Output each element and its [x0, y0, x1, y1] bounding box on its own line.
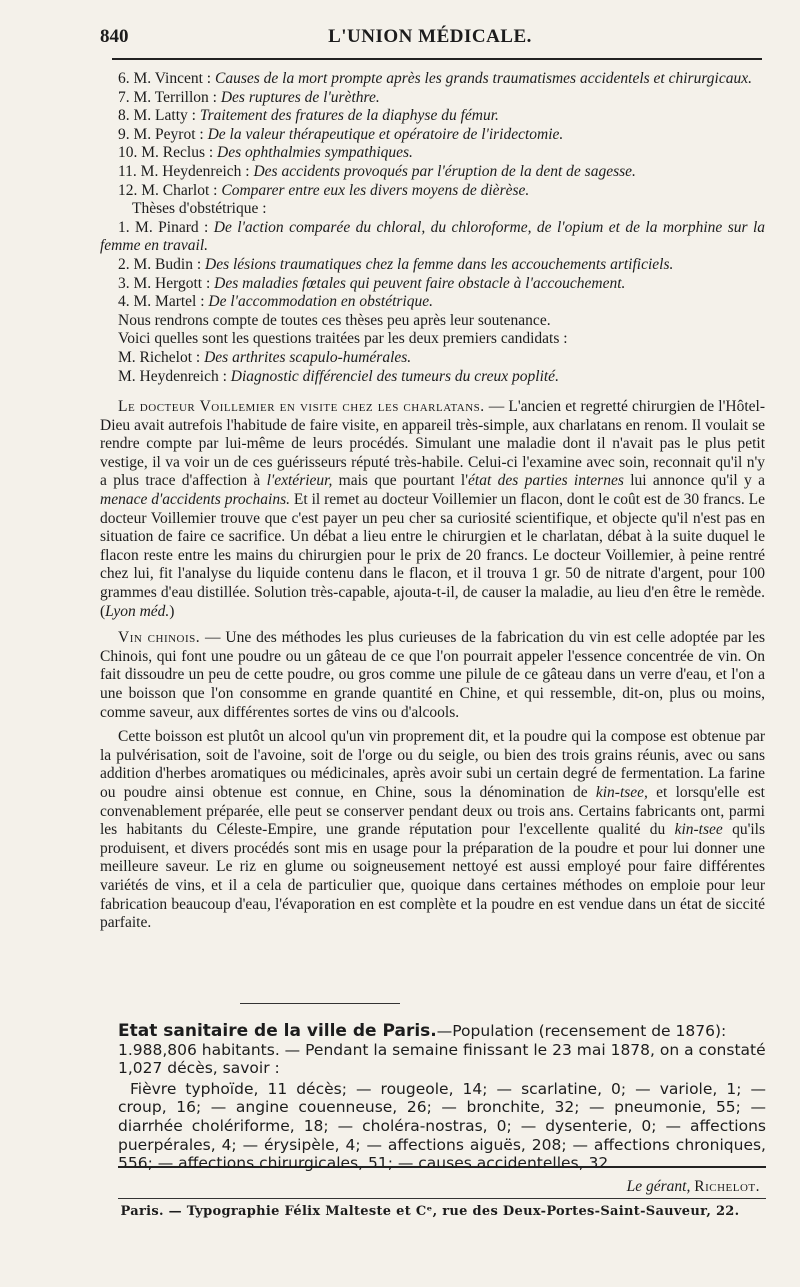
thesis-number: 1. M. [118, 218, 153, 236]
thesis-title: Des ruptures de l'urèthre. [220, 88, 380, 106]
thesis-number: 12. M. [118, 181, 159, 199]
article-italic: kin-tsee, [595, 783, 648, 801]
article-text: Cette boisson est plutôt un alcool qu'un vin proprement dit, et la poudre qui la compose est obtenue par la pulvérisation, soit de l'avoine, soit de l'orge ou du seigle, ou bien des trois grains réunis, avec ou sans addition d'herbes aromatiques ou médicinales, après avoir subi un certain degré de fermentation. La farine ou poudre ainsi obtenue est connue, en Chine, sous la dénomination de [100, 728, 765, 801]
article-italic: kin-tsee [674, 821, 723, 839]
thesis-title: Des lésions traumatiques chez la femme dans les accouchements artificiels. [205, 255, 674, 273]
article-heading: Le docteur Voillemier en visite chez les charlatans. [118, 398, 485, 416]
thesis-item [100, 126, 765, 145]
article-source: Lyon méd. [105, 602, 170, 620]
thesis-title: Des ophthalmies sympathiques. [217, 144, 413, 162]
article-charlatans [100, 398, 765, 621]
thesis-author: Reclus : [162, 144, 214, 162]
journal-title: L'UNION MÉDICALE. [328, 26, 532, 47]
printer-rule [118, 1198, 766, 1199]
thesis-title: Des maladies fœtales qui peuvent faire obstacle à l'accouchement. [214, 274, 626, 292]
signature-name: Richelot. [694, 1178, 760, 1195]
thesis-number: 9. M. [118, 125, 152, 143]
article-text: qu'ils produisent, et divers procédés sont mis en usage pour la préparation de la poudre et pour lui donner une meilleure saveur. Le riz en glume ou soigneusement nettoyé est aussi employé pour faire différentes variétés de vins, et il a cela de particulier que, quoique dans certaines méthodes on emploie pour leur fabrication beaucoup d'eau, l'évaporation en est complète et la poudre en est vendue dans un état de siccité parfaite. [100, 821, 766, 932]
bulletin-title: Etat sanitaire de la ville de Paris. [118, 1021, 437, 1041]
thesis-item [100, 182, 765, 201]
thesis-author: Martel : [155, 293, 205, 311]
thesis-number: 7. M. [118, 88, 152, 106]
thesis-number: 2. M. [118, 255, 152, 273]
theses-obstetrique-list [100, 219, 765, 312]
thesis-title: De l'accommodation en obstétrique. [208, 293, 433, 311]
bulletin-text: —Population (recensement de 1876): 1.988,806 habitants. — Pendant la semaine finissant le 23 mai 1878, on a constaté 1,027 décès, savoir : [118, 1022, 766, 1078]
article-text: lui annonce qu'il y a [623, 472, 765, 490]
thesis-item [100, 275, 765, 294]
thesis-item [100, 144, 765, 163]
thesis-number: 10. M. [118, 144, 159, 162]
article-heading: Vin chinois. [118, 629, 201, 647]
article-text: et lorsqu'elle est convenablement préparée, elle peut se conserver pendant deux ou trois ans. Certains fabricants ont, parmi les habitants du Céleste-Empire, une grande réputation pour l'excellente qualité du [100, 783, 765, 839]
article-italic: état des parties internes [468, 472, 624, 490]
question-title: Diagnostic différenciel des tumeurs du creux poplité. [230, 367, 559, 385]
thesis-number: 6. M. [118, 70, 152, 87]
thesis-item [100, 163, 765, 182]
thesis-item [100, 107, 765, 126]
printer-line: Paris. — Typographie Félix Malteste et Cᵉ, rue des Deux-Portes-Saint-Sauveur, 22. [120, 1204, 740, 1219]
section-divider [240, 1003, 400, 1004]
thesis-item [100, 219, 765, 256]
article-italic: l'extérieur, [266, 472, 333, 490]
article-text: — L'ancien et regretté chirurgien de l'Hôtel-Dieu avait autrefois l'habitude de faire visite, en appareil très-simple, aux charlatans en renom. Il voulait se rendre compte par lui-même de leurs procédés. Simulant une maladie dont il n'avait pas le plus petit vestige, il va voir un de ces guérisseurs réputé très-habile. Celui-ci l'examine avec soin, reconnait qu'il n'y a plus trace d'affection à [100, 398, 765, 490]
disease-list: Fièvre typhoïde, 11 décès; — rougeole, 14; — scarlatine, 0; — variole, 1; — croup, 16; — angine couenneuse, 26; — bronchite, 32; — pneumonie, 55; — diarrhée cholériforme, 18; — choléra-nostras, 0; — dysenterie, 0; — affections puerpérales, 4; — érysipèle, 4; — affections aiguës, 208; — affections chroniques, 556; — affections chirurgicales, 51; — causes accidentelles, 32. [118, 1079, 766, 1173]
thesis-title: Causes de la mort prompte après les grands traumatismes accidentels et chirurgicaux. [214, 70, 752, 87]
thesis-item [100, 256, 765, 275]
page-number: 840 [100, 26, 129, 47]
article-italic: menace d'accidents prochains. [100, 491, 291, 509]
thesis-number: 8. M. [118, 107, 152, 125]
thesis-author: Vincent : [154, 70, 212, 87]
question-author: M. Richelot : [118, 348, 201, 366]
article-vin-chinois-p2 [100, 728, 765, 933]
thesis-title: Traitement des fratures de la diaphyse du fémur. [199, 107, 499, 125]
thesis-title: Des accidents provoqués par l'éruption de la dent de sagesse. [253, 162, 636, 180]
thesis-author: Terrillon : [154, 88, 217, 106]
article-text: — Une des méthodes les plus curieuses de la fabrication du vin est celle adoptée par les Chinois, qui font une poudre ou un gâteau de ce que l'on pourrait appeler l'essence concentrée de vin. On fait dissoudre un peu de cette poudre, ou gros comme une pilule de ce gâteau dans un verre d'eau, et l'on a une boisson que l'on consomme en grande quantité en Chine, et qui ressemble, dit-on, plus ou moins, comme saveur, aux différentes sortes de vins ou d'alcools. [100, 629, 766, 721]
article-text: ) [169, 602, 175, 620]
bulletin-intro [118, 1022, 766, 1078]
question-author: M. Heydenreich : [118, 367, 227, 385]
thesis-item [100, 89, 765, 108]
thesis-number: 11. M. [118, 162, 159, 180]
thesis-title: De la valeur thérapeutique et opératoire de l'iridectomie. [207, 125, 564, 143]
thesis-author: Charlot : [162, 181, 218, 199]
soutenance-note: Nous rendrons compte de toutes ces thèses peu après leur soutenance. [118, 311, 551, 329]
footer-rule [118, 1166, 766, 1168]
question-title: Des arthrites scapulo-humérales. [204, 348, 412, 366]
page-header [100, 24, 760, 54]
article-vin-chinois [100, 629, 765, 722]
thesis-number: 4. M. [118, 293, 152, 311]
thesis-author: Pinard : [158, 218, 209, 236]
signature [627, 1178, 760, 1196]
etat-sanitaire [118, 1022, 766, 1173]
article-text: Et il remet au docteur Voillemier un flacon, dont le coût est de 30 francs. Le docteur Voillemier trouve que c'est payer un peu cher sa curiosité scientifique, et objecte qu'il n'est pas en situation de faire ce sacrifice. Un débat a lieu entre le chirurgien et le charlatan, débat à la suite duquel le flacon reste entre les mains du chirurgien pour le prix de 20 francs. Le docteur Voillemier, à peine rentré chez lui, fit l'analyse du liquide contenu dans le flacon, et il trouva 1 gr. 50 de nitrate d'argent, pour 100 grammes d'eau distillée. Solution très-capable, ajouta-t-il, de causer la maladie, au lieu d'en être le remède. ( [100, 491, 765, 620]
thesis-author: Latty : [155, 107, 196, 125]
question-item [100, 368, 765, 387]
questions-intro: Voici quelles sont les questions traitées par les deux premiers candidats : [118, 330, 568, 348]
questions-list [100, 349, 765, 386]
thesis-title: Comparer entre eux les divers moyens de dièrèse. [221, 181, 530, 199]
thesis-author: Peyrot : [155, 125, 204, 143]
thesis-number: 3. M. [118, 274, 152, 292]
thesis-author: Hergott : [155, 274, 211, 292]
obstetrique-heading: Thèses d'obstétrique : [132, 200, 267, 218]
thesis-item [100, 70, 765, 89]
thesis-item [100, 293, 765, 312]
question-item [100, 349, 765, 368]
signature-prefix: Le gérant, [626, 1178, 691, 1195]
main-text [100, 70, 765, 933]
theses-chirurgie-list [100, 70, 765, 200]
header-rule [112, 58, 762, 60]
thesis-author: Heydenreich : [162, 162, 250, 180]
thesis-title: De l'action comparée du chloral, du chloroforme, de l'opium et de la morphine sur la femme en travail. [100, 218, 766, 255]
article-text: mais que pourtant l' [332, 472, 469, 490]
thesis-author: Budin : [155, 255, 202, 273]
